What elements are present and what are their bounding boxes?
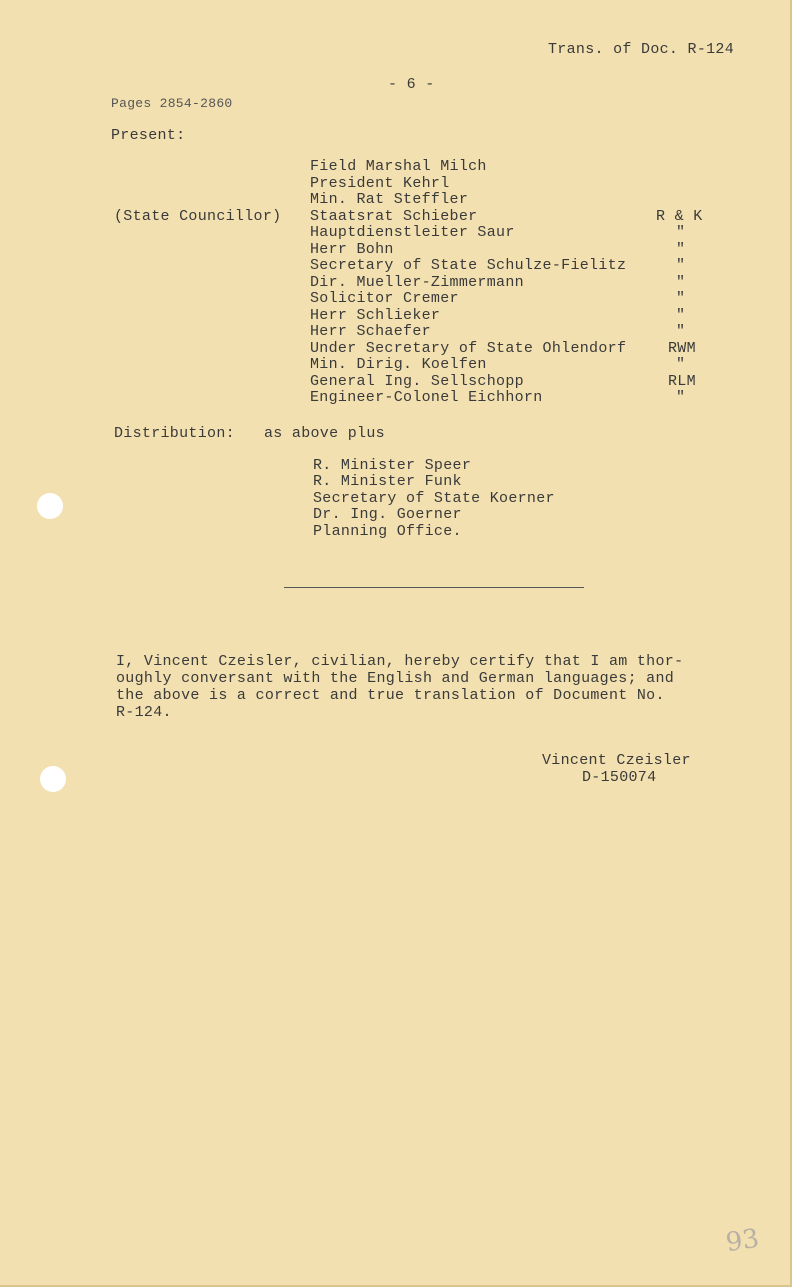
signer-name: Vincent Czeisler (542, 752, 691, 769)
attendee-org: R & K (656, 208, 703, 225)
attendee-name: Engineer-Colonel Eichhorn (310, 389, 543, 406)
attendee-name: Herr Bohn (310, 241, 394, 258)
punch-hole-top (37, 493, 63, 519)
attendee-org: " (676, 389, 686, 406)
distribution-recipient: R. Minister Funk (313, 473, 462, 490)
attendee-name: Min. Rat Steffler (310, 191, 469, 208)
handwritten-page-mark: 93 (724, 1223, 762, 1259)
attendee-name: Secretary of State Schulze-Fielitz (310, 257, 627, 274)
certification-line: I, Vincent Czeisler, civilian, hereby certify that I am thor- (116, 653, 684, 670)
attendee-org: " (676, 274, 686, 291)
attendee-name: Min. Dirig. Koelfen (310, 356, 487, 373)
attendee-name: Dir. Mueller-Zimmermann (310, 274, 524, 291)
attendee-name: Hauptdienstleiter Saur (310, 224, 515, 241)
attendee-name: General Ing. Sellschopp (310, 373, 524, 390)
attendee-name: Under Secretary of State Ohlendorf (310, 340, 627, 357)
attendee-org: RLM (668, 373, 696, 390)
distribution-label: Distribution: (114, 425, 235, 442)
doc-reference: Trans. of Doc. R-124 (548, 41, 735, 58)
pages-range: Pages 2854-2860 (111, 96, 233, 111)
page-number: - 6 - (388, 76, 435, 93)
distribution-recipient: R. Minister Speer (313, 457, 472, 474)
certification-line: oughly conversant with the English and German languages; and (116, 670, 675, 687)
attendee-org: " (676, 257, 686, 274)
distribution-intro: as above plus (264, 425, 385, 442)
attendee-name: Solicitor Cremer (310, 290, 459, 307)
certification-line: R-124. (116, 704, 172, 721)
attendee-name: Staatsrat Schieber (310, 208, 478, 225)
attendee-org: " (676, 290, 686, 307)
attendee-name: Herr Schlieker (310, 307, 441, 324)
attendee-org: " (676, 356, 686, 373)
distribution-recipient: Secretary of State Koerner (313, 490, 555, 507)
attendee-name: President Kehrl (310, 175, 450, 192)
attendee-org: " (676, 241, 686, 258)
present-label: Present: (111, 127, 186, 144)
certification-line: the above is a correct and true translation of Document No. (116, 687, 665, 704)
distribution-recipient: Planning Office. (313, 523, 462, 540)
attendee-org: " (676, 323, 686, 340)
attendee-name: Herr Schaefer (310, 323, 431, 340)
attendee-org: " (676, 307, 686, 324)
signer-id: D-150074 (582, 769, 657, 786)
distribution-recipient: Dr. Ing. Goerner (313, 506, 462, 523)
attendee-org: " (676, 224, 686, 241)
punch-hole-bottom (40, 766, 66, 792)
state-councillor-note: (State Councillor) (114, 208, 282, 225)
attendee-name: Field Marshal Milch (310, 158, 487, 175)
section-divider (284, 587, 584, 588)
attendee-org: RWM (668, 340, 696, 357)
